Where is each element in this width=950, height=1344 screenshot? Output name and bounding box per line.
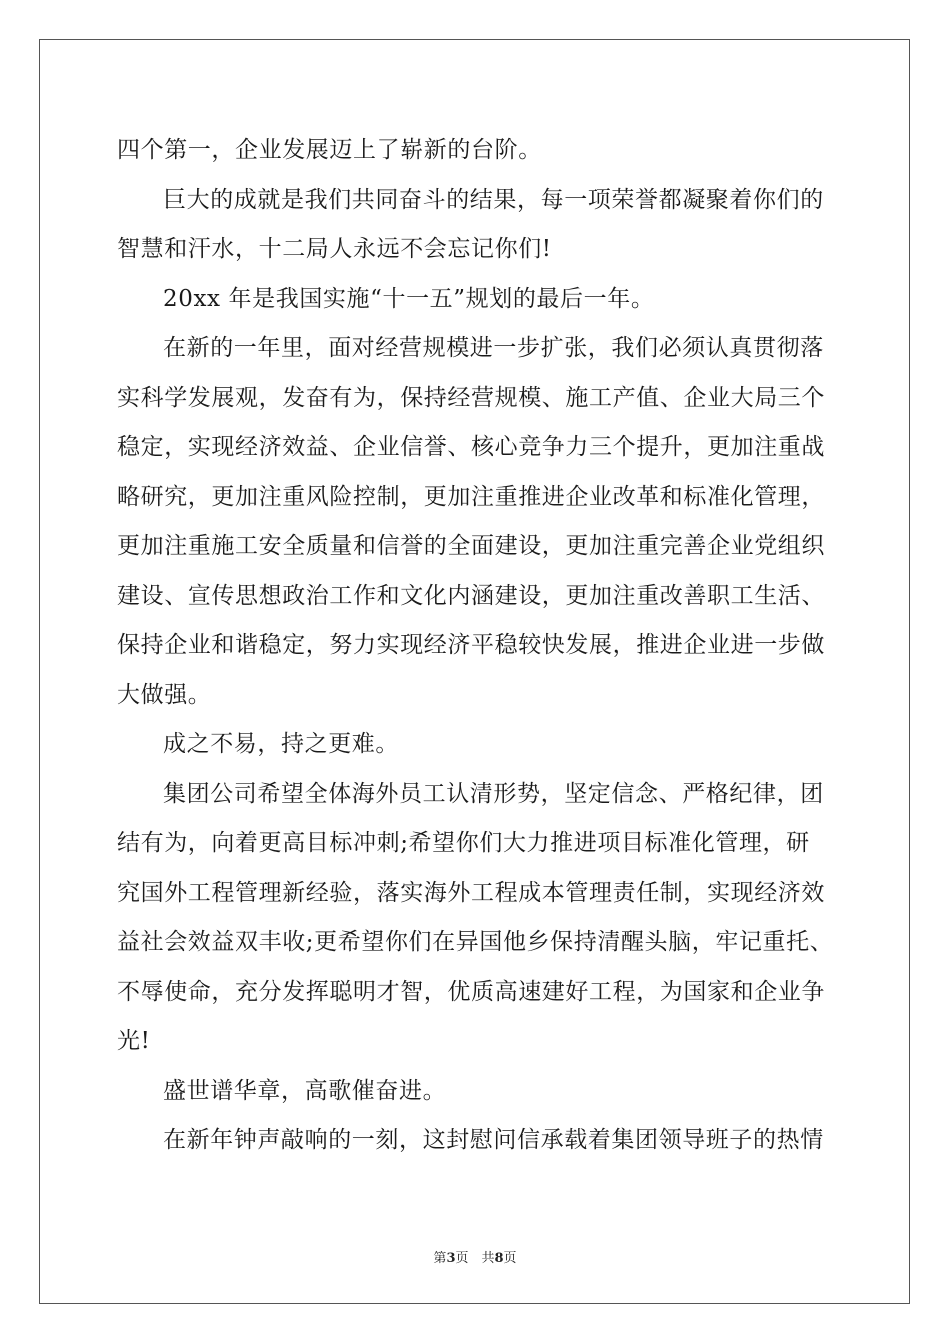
page-number-footer (0, 1247, 950, 1266)
page-prefix: 第 (433, 1251, 447, 1266)
text-line: 集团公司希望全体海外员工认清形势，坚定信念、严格纪律，团 (163, 780, 824, 807)
page-separator: 页 共 (455, 1251, 495, 1266)
text-line: 成之不易，持之更难。 (163, 731, 399, 757)
text-line: 光! (117, 1028, 151, 1054)
text-line: 巨大的成就是我们共同奋斗的结果，每一项荣誉都凝聚着你们的 (163, 186, 824, 213)
text-line: 保持企业和谐稳定，努力实现经济平稳较快发展，推进企业进一步做 (117, 632, 825, 658)
text-line: 大做强。 (117, 681, 212, 708)
text-line: 在新的一年里，面对经营规模进一步扩张，我们必须认真贯彻落 (163, 335, 824, 361)
page-suffix: 页 (503, 1251, 517, 1266)
text-line: 益社会效益双丰收;更希望你们在异国他乡保持清醒头脑，牢记重托、 (117, 929, 834, 955)
text-line: 更加注重施工安全质量和信誉的全面建设，更加注重完善企业党组织 (117, 533, 825, 559)
text-line: 在新年钟声敲响的一刻，这封慰问信承载着集团领导班子的热情 (163, 1127, 824, 1153)
text-line: 不辱使命，充分发挥聪明才智，优质高速建好工程，为国家和企业争 (117, 978, 825, 1005)
total-page-count: 8 (494, 1251, 504, 1266)
text-line: 智慧和汗水，十二局人永远不会忘记你们! (117, 236, 552, 262)
text-line: 四个第一，企业发展迈上了崭新的台阶。 (117, 137, 542, 163)
text-line: 建设、宣传思想政治工作和文化内涵建设，更加注重改善职工生活、 (117, 582, 825, 609)
current-page-number: 3 (446, 1251, 456, 1266)
text-line: 实科学发展观，发奋有为，保持经营规模、施工产值、企业大局三个 (117, 384, 825, 411)
text-line: 究国外工程管理新经验，落实海外工程成本管理责任制，实现经济效 (117, 879, 825, 906)
text-line: 稳定，实现经济效益、企业信誉、核心竞争力三个提升，更加注重战 (117, 434, 825, 460)
text-line: 略研究，更加注重风险控制，更加注重推进企业改革和标准化管理， (117, 483, 825, 510)
text-line: 20xx 年是我国实施“十一五”规划的最后一年。 (163, 285, 655, 312)
document-body (117, 126, 832, 1166)
text-line: 结有为，向着更高目标冲刺;希望你们大力推进项目标准化管理，研 (117, 830, 810, 856)
text-line: 盛世谱华章，高歌催奋进。 (163, 1077, 447, 1104)
